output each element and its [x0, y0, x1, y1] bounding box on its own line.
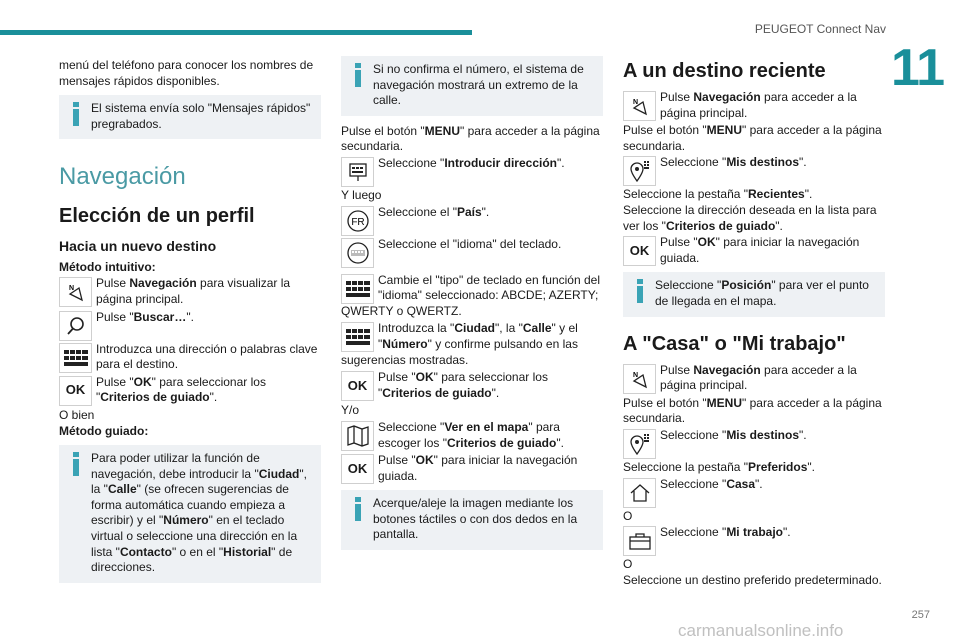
ok-button-icon: OK: [341, 371, 374, 401]
heading-casa-trabajo: A "Casa" o "Mi trabajo": [623, 332, 846, 355]
header-accent-bar: [0, 30, 472, 35]
address-entry-icon: [341, 157, 374, 187]
step-mis-destinos: Seleccione "Mis destinos".: [623, 155, 885, 185]
country-code: FR: [350, 216, 365, 228]
y-o-text: Y/o: [341, 403, 360, 418]
intro-text: menú del teléfono para conocer los nombres de mensajes rápidos disponibles.: [59, 58, 314, 88]
heading-nuevo-destino: Hacia un nuevo destino: [59, 237, 217, 254]
step-ver-mapa: Seleccione "Ver en el mapa" para escoger los "Criterios de guiado".: [341, 420, 603, 451]
home-icon: [623, 478, 656, 508]
navigation-icon: [623, 364, 656, 394]
menu-instruction-2: Pulse el botón "MENU" para acceder a la página secundaria.: [623, 395, 882, 426]
o-bien-text: O bien: [59, 407, 95, 422]
step-introducir-direccion: Introduzca una dirección o palabras clave para el destino.: [59, 342, 321, 373]
column-2: [341, 56, 603, 558]
label-metodo-guiado: Método guiado:: [59, 423, 149, 438]
ok-button-icon: OK: [623, 236, 656, 266]
keyboard-icon: [341, 322, 374, 352]
info-note-numero: Si no confirma el número, el sistema de navegación mostrará un extremo de la calle.: [341, 56, 603, 116]
search-icon: [59, 311, 92, 341]
info-icon: [351, 497, 365, 521]
step-ok-criterios: OK Pulse "OK" para seleccionar los "Criterios de guiado".: [341, 370, 603, 401]
step-casa: Seleccione "Casa".: [623, 477, 885, 507]
step-tipo-teclado: Cambie el "tipo" de teclado en función del "idioma" seleccionado: ABCDE; AZERTY; QWERTY o QWERTZ.: [341, 272, 600, 318]
column-3: [623, 58, 885, 588]
country-fr-icon: [341, 206, 374, 236]
step-pais: FR Seleccione el "País".: [341, 205, 603, 235]
step-navegacion: N Pulse Navegación para visualizar la página principal.: [59, 276, 321, 307]
info-icon: [633, 279, 647, 303]
step-mis-destinos-2: Seleccione "Mis destinos".: [623, 428, 885, 458]
info-icon: [69, 452, 83, 476]
step-ok-criterios: OK Pulse "OK" para seleccionar los "Criterios de guiado".: [59, 375, 321, 406]
step-navegacion: N Pulse Navegación para acceder a la página principal.: [623, 90, 885, 121]
tab-preferidos-text: Seleccione la pestaña "Preferidos".: [623, 459, 815, 474]
info-note-guiado: Para poder utilizar la función de navegación, debe introducir la "Ciudad", la "Calle" (se ofrecen sugerencias de forma automática cuando empieza a escribir) y el "Número" en el teclado virtual o seleccione una dirección en la lista "Contacto" o en el "Historial" de direcciones.: [59, 445, 321, 583]
step-mi-trabajo: Seleccione "Mi trabajo".: [623, 525, 885, 555]
ok-button-icon: OK: [341, 454, 374, 484]
briefcase-icon: [623, 526, 656, 556]
info-note-zoom: Acerque/aleje la imagen mediante los botones táctiles o con dos dedos en la pantalla.: [341, 490, 603, 550]
ok-button-icon: OK: [59, 376, 92, 406]
y-luego-text: Y luego: [341, 187, 382, 202]
page-number: 257: [911, 609, 930, 621]
info-note-posicion: Seleccione "Posición" para ver el punto de llegada en el mapa.: [623, 272, 885, 316]
o-text-2: O: [623, 557, 633, 572]
heading-destino-reciente: A un destino reciente: [623, 60, 826, 82]
step-introducir-direccion: Seleccione "Introducir dirección".: [341, 156, 603, 186]
svg-text:N: N: [68, 285, 74, 293]
svg-text:N: N: [632, 99, 638, 106]
o-text: O: [623, 508, 633, 523]
tab-recientes-text: Seleccione la pestaña "Recientes".: [623, 187, 813, 202]
info-note: El sistema envía solo "Mensajes rápidos" pregrabados.: [59, 95, 321, 139]
step-ok-iniciar: OK Pulse "OK" para iniciar la navegación guiada.: [623, 235, 885, 266]
step-ciudad-calle: Introduzca la "Ciudad", la "Calle" y el "Número" y confirme pulsando en las sugerencias mostradas.: [341, 321, 578, 367]
svg-text:N: N: [632, 371, 638, 379]
step-ok-iniciar: OK Pulse "OK" para iniciar la navegación guiada.: [341, 453, 603, 484]
my-destinations-icon: [623, 429, 656, 459]
preferred-destination-text: Seleccione un destino preferido predeterminado.: [623, 572, 882, 587]
language-icon: [341, 238, 374, 268]
info-icon: [69, 102, 83, 126]
label-metodo-intuitivo: Método intuitivo:: [59, 259, 156, 274]
step-navegacion-2: N Pulse Navegación para acceder a la página principal.: [623, 363, 885, 394]
section-title: Navegación: [59, 163, 186, 191]
menu-instruction: Pulse el botón "MENU" para acceder a la página secundaria.: [341, 123, 600, 154]
my-destinations-icon: [623, 156, 656, 186]
map-icon: [341, 421, 374, 451]
select-address-text: Seleccione la dirección deseada en la lista para ver los "Criterios de guiado".: [623, 202, 877, 233]
heading-elección-perfil: Elección de un perfil: [59, 204, 255, 227]
header-title: PEUGEOT Connect Nav: [754, 22, 886, 36]
info-icon: [351, 63, 365, 87]
chapter-number: 11: [891, 39, 944, 97]
column-1: [59, 58, 321, 591]
keyboard-icon: [59, 343, 92, 373]
navigation-icon: [59, 277, 92, 307]
watermark: carmanualsonline.info: [678, 621, 844, 640]
navigation-icon: [623, 91, 656, 121]
step-idioma: Seleccione el "idioma" del teclado.: [341, 237, 603, 271]
step-buscar: Pulse "Buscar…".: [59, 310, 321, 340]
keyboard-type-icon: [341, 274, 374, 304]
menu-instruction: Pulse el botón "MENU" para acceder a la página secundaria.: [623, 123, 882, 153]
